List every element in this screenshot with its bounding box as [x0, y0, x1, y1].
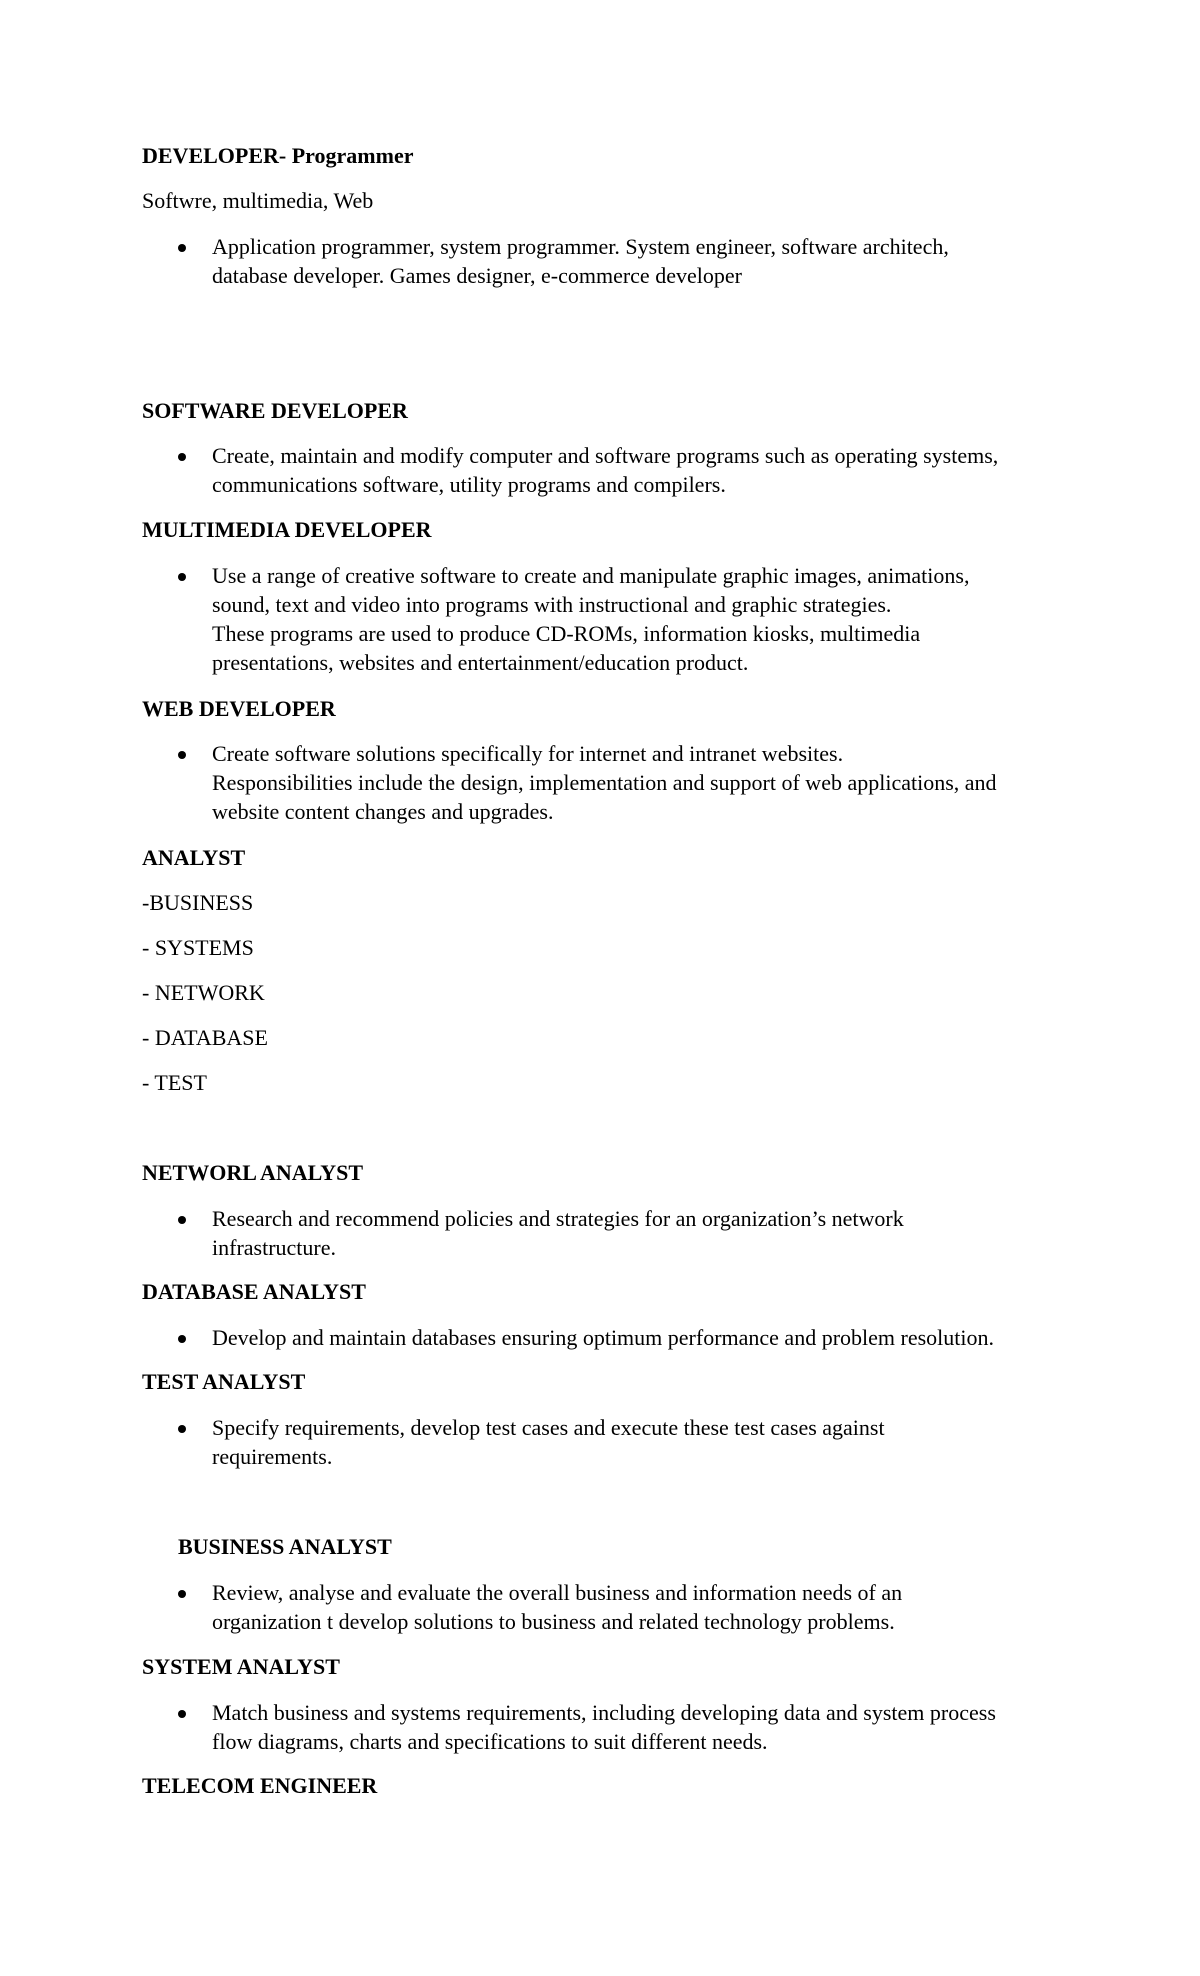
analyst-item-test: - TEST: [142, 1070, 207, 1095]
bullet-icon: [178, 244, 186, 252]
bullet-icon: [178, 1425, 186, 1433]
analyst-item-systems: - SYSTEMS: [142, 935, 254, 960]
analyst-item-network: - NETWORK: [142, 980, 265, 1005]
bullet-icon: [178, 1335, 186, 1343]
bullet-text: Match business and systems requirements, including developing data and system process flow diagrams, charts and specifications to suit different needs.: [212, 1700, 996, 1754]
section-heading-network-analyst: NETWORL ANALYST: [142, 1160, 364, 1185]
bullet-text: Application programmer, system programmer. System engineer, software architech, database developer. Games designer, e-commerce developer: [212, 234, 949, 288]
bullet-icon: [178, 573, 186, 581]
section-heading-test-analyst: TEST ANALYST: [142, 1369, 306, 1394]
bullet-text: Use a range of creative software to create and manipulate graphic images, animations, sound, text and video into programs with instructional and graphic strategies. These programs are used to produce CD-ROMs, information kiosks, multimedia presentations, websites and entertainment/education product.: [212, 563, 970, 675]
section-heading-multimedia-developer: MULTIMEDIA DEVELOPER: [142, 517, 432, 542]
section-heading-database-analyst: DATABASE ANALYST: [142, 1279, 366, 1304]
bullet-text: Develop and maintain databases ensuring optimum performance and problem resolution.: [212, 1325, 994, 1350]
developer-subline: Softwre, multimedia, Web: [142, 188, 374, 213]
analyst-item-database: - DATABASE: [142, 1025, 268, 1050]
section-heading-software-developer: SOFTWARE DEVELOPER: [142, 398, 408, 423]
bullet-text: Specify requirements, develop test cases and execute these test cases against requirements.: [212, 1415, 885, 1469]
analyst-item-business: -BUSINESS: [142, 890, 254, 915]
bullet-text: Create, maintain and modify computer and software programs such as operating systems, communications software, utility programs and compilers.: [212, 443, 999, 497]
section-heading-analyst: ANALYST: [142, 845, 246, 870]
section-heading-business-analyst: BUSINESS ANALYST: [178, 1534, 392, 1559]
section-heading-developer: DEVELOPER- Programmer: [142, 143, 414, 168]
bullet-icon: [178, 453, 186, 461]
bullet-text: Research and recommend policies and strategies for an organization’s network infrastructure.: [212, 1206, 904, 1260]
bullet-icon: [178, 1590, 186, 1598]
bullet-text: Create software solutions specifically for internet and intranet websites. Responsibilities include the design, implementation and support of web applications, and website content changes and upgrades.: [212, 741, 997, 824]
bullet-text: Review, analyse and evaluate the overall business and information needs of an organization t develop solutions to business and related technology problems.: [212, 1580, 903, 1634]
section-heading-system-analyst: SYSTEM ANALYST: [142, 1654, 340, 1679]
section-heading-web-developer: WEB DEVELOPER: [142, 696, 336, 721]
bullet-icon: [178, 1216, 186, 1224]
section-heading-telecom-engineer: TELECOM ENGINEER: [142, 1773, 378, 1798]
bullet-icon: [178, 1710, 186, 1718]
bullet-icon: [178, 751, 186, 759]
